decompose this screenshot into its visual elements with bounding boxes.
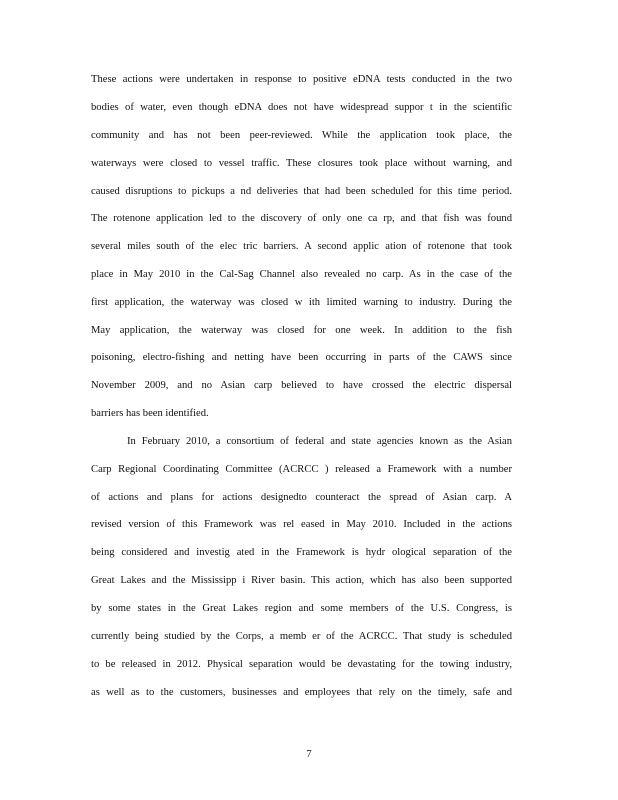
text-line: place in May 2010 in the Cal-Sag Channel also revealed no carp. As in the case of the: [91, 269, 512, 280]
text-line: currently being studied by the Corps, a memb er of the ACRCC. That study is scheduled: [91, 631, 512, 642]
text-line: being considered and investig ated in the Framework is hydr ological separation of the: [91, 547, 512, 558]
text-line: waterways were closed to vessel traffic. These closures took place without warning, and: [91, 158, 512, 169]
text-line: poisoning, electro-fishing and netting have been occurring in parts of the CAWS since: [91, 352, 512, 363]
text-line: November 2009, and no Asian carp believed to have crossed the electric dispersal: [91, 380, 512, 391]
text-line: first application, the waterway was closed w ith limited warning to industry. During the: [91, 297, 512, 308]
text-line: In February 2010, a consortium of federal and state agencies known as the Asian: [127, 436, 512, 447]
text-line: revised version of this Framework was rel eased in May 2010. Included in the actions: [91, 519, 512, 530]
text-line: several miles south of the elec tric barriers. A second applic ation of rotenone that took: [91, 241, 512, 252]
text-line: community and has not been peer-reviewed. While the application took place, the: [91, 130, 512, 141]
text-line: These actions were undertaken in response to positive eDNA tests conducted in the two: [91, 74, 512, 85]
text-line: Carp Regional Coordinating Committee (ACRCC ) released a Framework with a number: [91, 464, 512, 475]
text-line: barriers has been identified.: [91, 408, 209, 419]
text-line: bodies of water, even though eDNA does not have widespread suppor t in the scientific: [91, 102, 512, 113]
text-line: caused disruptions to pickups a nd deliveries that had been scheduled for this time period.: [91, 186, 512, 197]
text-line: of actions and plans for actions designedto counteract the spread of Asian carp. A: [91, 492, 512, 503]
text-line: by some states in the Great Lakes region and some members of the U.S. Congress, is: [91, 603, 512, 614]
text-line: May application, the waterway was closed for one week. In addition to the fish: [91, 325, 512, 336]
text-line: to be released in 2012. Physical separation would be devastating for the towing industry,: [91, 659, 512, 670]
page-number: 7: [306, 749, 312, 760]
text-line: as well as to the customers, businesses and employees that rely on the timely, safe and: [91, 687, 512, 698]
text-line: The rotenone application led to the discovery of only one ca rp, and that fish was found: [91, 213, 512, 224]
text-line: Great Lakes and the Mississipp i River basin. This action, which has also been supported: [91, 575, 512, 586]
